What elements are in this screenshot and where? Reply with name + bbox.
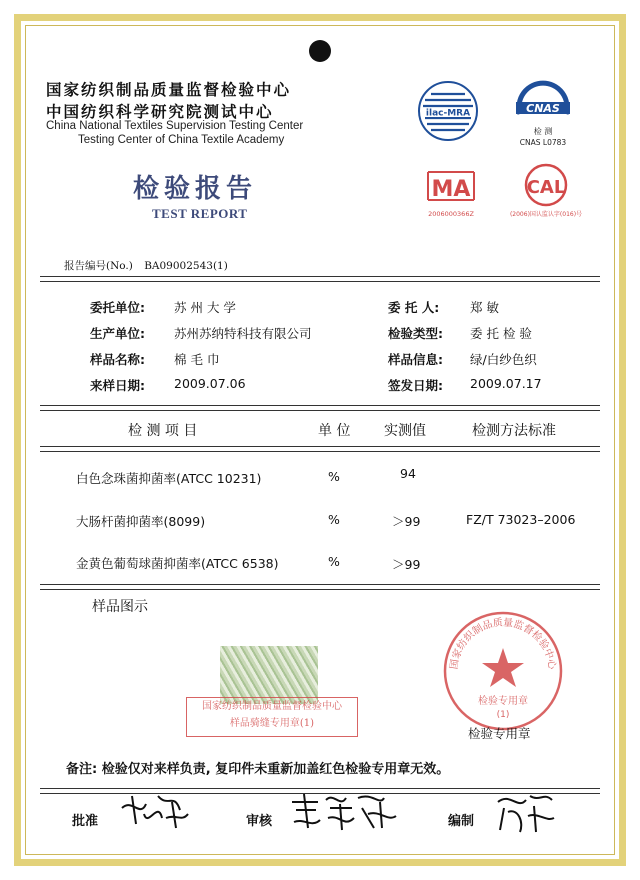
cnas-number: CNAS L0783 bbox=[519, 138, 567, 147]
cal-number: (2006)国认监认字(016)号 bbox=[510, 211, 582, 218]
sample-name-value: 棉 毛 巾 bbox=[174, 352, 220, 367]
approver-signature bbox=[118, 788, 192, 834]
reviewer-signature bbox=[288, 788, 400, 836]
cal-text: CAL bbox=[526, 177, 566, 198]
report-number-value: BA09002543(1) bbox=[144, 260, 228, 272]
report-title-cn: 检验报告 bbox=[133, 174, 258, 204]
client-value: 苏 州 大 学 bbox=[174, 300, 236, 315]
test-type-label: 检验类型: bbox=[388, 326, 443, 341]
report-number bbox=[64, 258, 236, 273]
producer-label: 生产单位: bbox=[90, 326, 145, 341]
divider bbox=[40, 276, 600, 282]
stamp-caption: 检验专用章 bbox=[468, 726, 531, 741]
divider bbox=[40, 446, 600, 452]
producer-value: 苏州苏纳特科技有限公司 bbox=[174, 326, 312, 341]
row-method: FZ/T 73023–2006 bbox=[466, 512, 576, 527]
compiler-signature bbox=[490, 788, 558, 836]
official-round-stamp bbox=[442, 610, 564, 732]
row-value: 94 bbox=[400, 466, 416, 481]
sample-fabric-image bbox=[220, 646, 318, 704]
report-number-label: 报告编号(No.) bbox=[64, 260, 133, 272]
sample-section-label: 样品图示 bbox=[92, 599, 148, 615]
org-name-en-1: China National Textiles Supervision Testing Center bbox=[46, 120, 304, 132]
cnas-text: CNAS bbox=[526, 102, 560, 115]
divider bbox=[40, 584, 600, 590]
date-received-label: 来样日期: bbox=[90, 378, 145, 393]
seam-stamp bbox=[186, 697, 358, 737]
round-stamp-ring-text: 国家纺织制品质量监督检验中心 bbox=[448, 617, 558, 671]
row-unit: % bbox=[328, 469, 340, 484]
header-method: 检测方法标准 bbox=[472, 423, 556, 439]
cma-logo bbox=[418, 160, 484, 220]
round-stamp-number: (1) bbox=[496, 710, 510, 720]
row-value: ＞99 bbox=[392, 514, 421, 529]
cnas-sub-text: 检 测 bbox=[533, 127, 553, 136]
row-item: 金黄色葡萄球菌抑菌率(ATCC 6538) bbox=[76, 556, 279, 571]
report-title-en: TEST REPORT bbox=[152, 206, 248, 221]
row-value: ＞99 bbox=[392, 557, 421, 572]
org-name-cn-1: 国家纺织制品质量监督检验中心 bbox=[46, 80, 292, 99]
remark-note: 备注: 检验仅对来样负责, 复印件未重新加盖红色检验专用章无效。 bbox=[66, 762, 450, 777]
review-label: 审核 bbox=[246, 814, 273, 829]
org-name-en-2: Testing Center of China Textile Academy bbox=[78, 134, 285, 146]
approve-label: 批准 bbox=[72, 814, 99, 829]
seam-stamp-line1: 国家纺织制品质量监督检验中心 bbox=[202, 701, 342, 712]
issue-date-value: 2009.07.17 bbox=[470, 376, 542, 391]
ilac-text: ilac-MRA bbox=[425, 108, 471, 119]
row-item: 大肠杆菌抑菌率(8099) bbox=[76, 514, 206, 529]
sample-name-label: 样品名称: bbox=[90, 352, 145, 367]
divider bbox=[40, 405, 600, 411]
cnas-logo bbox=[512, 80, 574, 150]
ma-text: MA bbox=[431, 177, 471, 202]
ma-number: 2006000366Z bbox=[428, 210, 474, 218]
seam-stamp-line2: 样品骑缝专用章(1) bbox=[229, 718, 315, 729]
ilac-mra-logo bbox=[417, 80, 479, 142]
cal-logo bbox=[510, 160, 582, 220]
header-test-item: 检 测 项 目 bbox=[128, 423, 198, 439]
binding-hole bbox=[309, 40, 331, 62]
sample-info-value: 绿/白纱色织 bbox=[470, 352, 537, 367]
compile-label: 编制 bbox=[448, 814, 475, 829]
test-type-value: 委 托 检 验 bbox=[470, 326, 532, 341]
client-label: 委托单位: bbox=[90, 300, 145, 315]
agent-label: 委 托 人: bbox=[388, 300, 440, 315]
header-unit: 单 位 bbox=[318, 423, 351, 439]
date-received-value: 2009.07.06 bbox=[174, 376, 246, 391]
org-name-cn-2: 中国纺织科学研究院测试中心 bbox=[46, 102, 274, 121]
agent-value: 郑 敏 bbox=[470, 300, 499, 315]
header-measured: 实测值 bbox=[384, 423, 426, 439]
row-unit: % bbox=[328, 554, 340, 569]
sample-info-label: 样品信息: bbox=[388, 352, 443, 367]
round-stamp-inner-text: 检验专用章 bbox=[478, 696, 528, 707]
issue-date-label: 签发日期: bbox=[388, 378, 443, 393]
row-item: 白色念珠菌抑菌率(ATCC 10231) bbox=[76, 471, 262, 486]
row-unit: % bbox=[328, 512, 340, 527]
